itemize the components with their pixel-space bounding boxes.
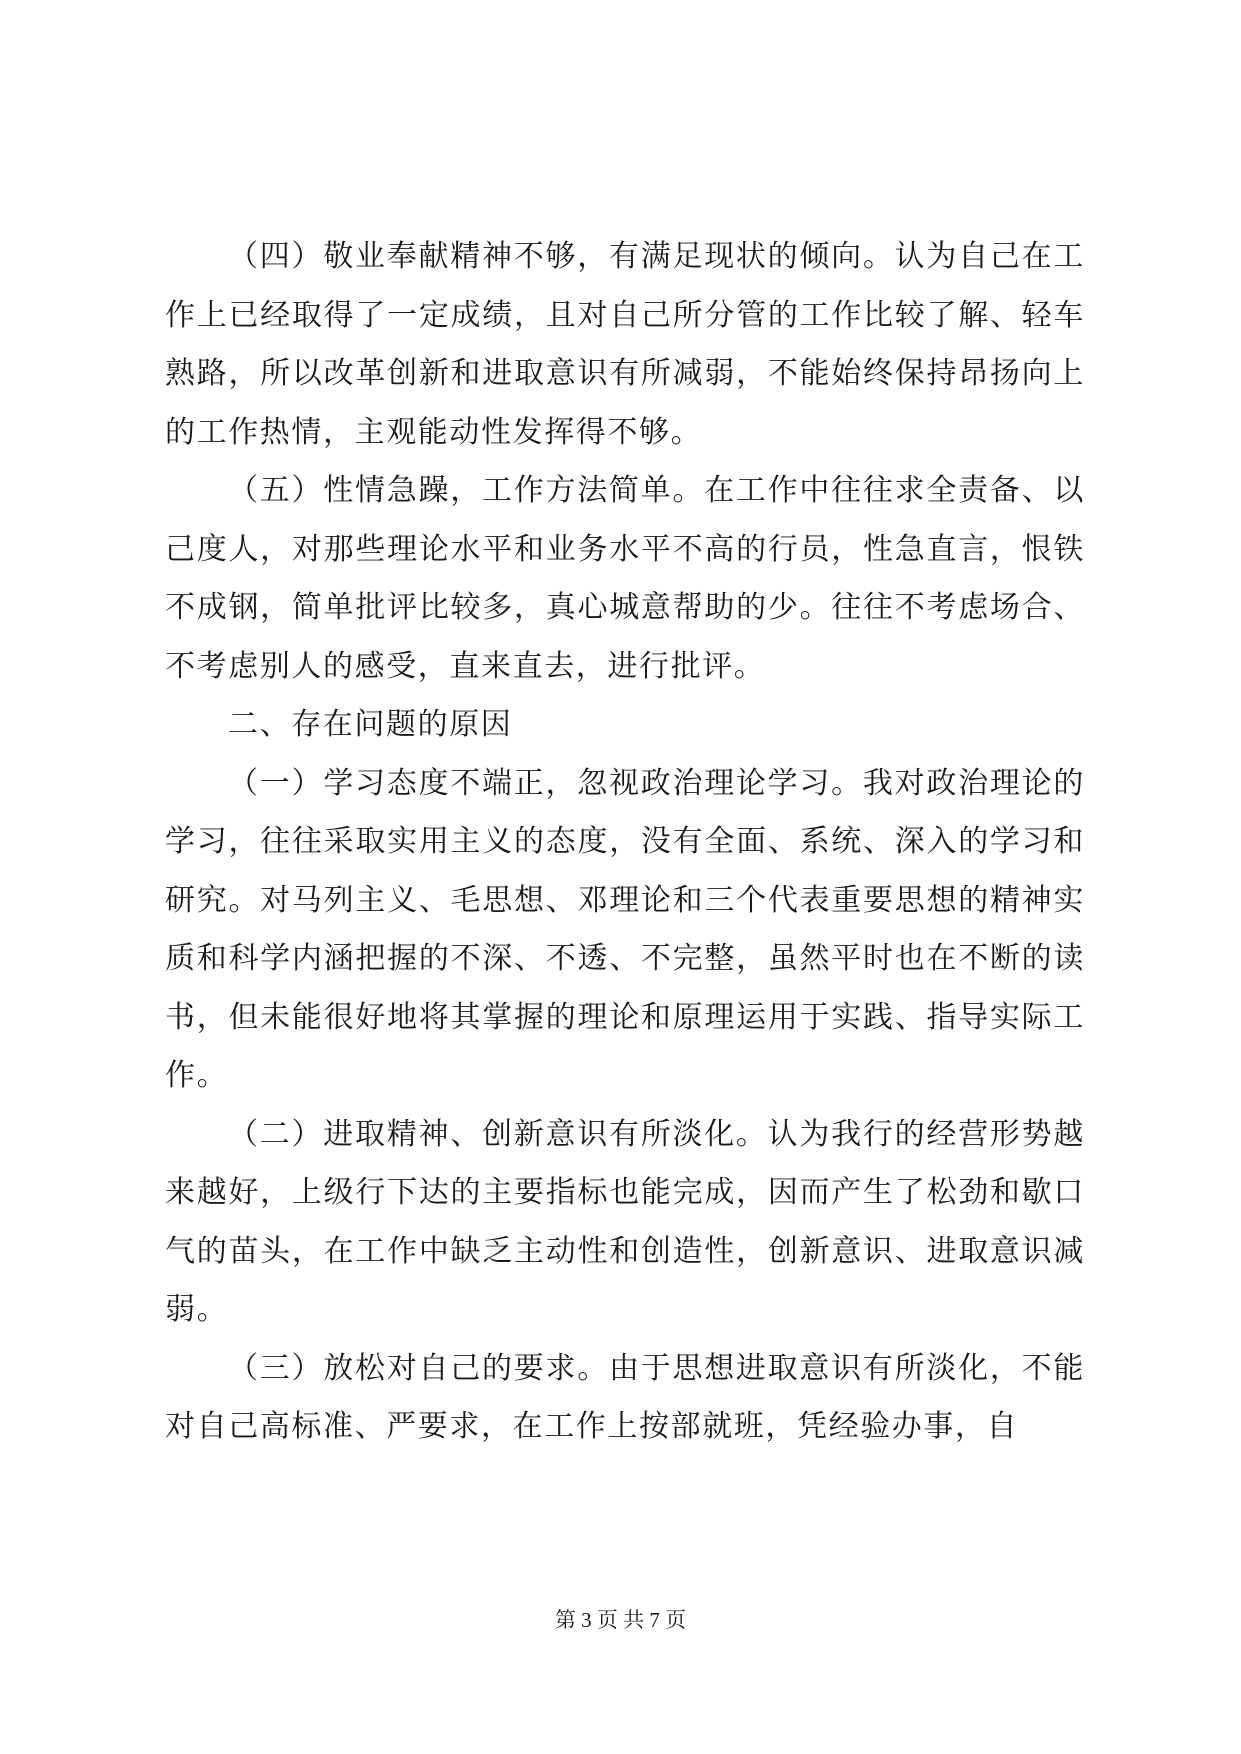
page-footer: 第 3 页 共 7 页 (554, 1608, 687, 1632)
paragraph-3-self-requirements: （三）放松对自己的要求。由于思想进取意识有所淡化，不能对自己高标准、严要求，在工作上按部就班，凭经验办事，自 (165, 1350, 1085, 1444)
paragraph-1-study-attitude: （一）学习态度不端正，忽视政治理论学习。我对政治理论的学习，往往采取实用主义的态度，没有全面、系统、深入的学习和研究。对马列主义、毛思想、邓理论和三个代表重要思想的精神实质和科学内涵把握的不深、不透、不完整，虽然平时也在不断的读书，但未能很好地将其掌握的理论和原理运用于实践、指导实际工作。 (165, 765, 1085, 1093)
section-heading-causes: 二、存在问题的原因 (228, 707, 513, 742)
paragraph-4-dedication: （四）敬业奉献精神不够，有满足现状的倾向。认为自己在工作上已经取得了一定成绩，且对自己所分管的工作比较了解、轻车熟路，所以改革创新和进取意识有所减弱，不能始终保持昂扬向上的工作热情，主观能动性发挥得不够。 (165, 239, 1085, 450)
paragraph-5-temperament: （五）性情急躁，工作方法简单。在工作中往往求全责备、以己度人，对那些理论水平和业务水平不高的行员，性急直言，恨铁不成钢，简单批评比较多，真心城意帮助的少。往往不考虑场合、不考虑别人的感受，直来直去，进行批评。 (165, 473, 1085, 684)
paragraph-2-enterprising-spirit: （二）进取精神、创新意识有所淡化。认为我行的经营形势越来越好，上级行下达的主要指标也能完成，因而产生了松劲和歇口气的苗头，在工作中缺乏主动性和创造性，创新意识、进取意识减弱。 (165, 1116, 1085, 1327)
document-body (165, 228, 1085, 1457)
